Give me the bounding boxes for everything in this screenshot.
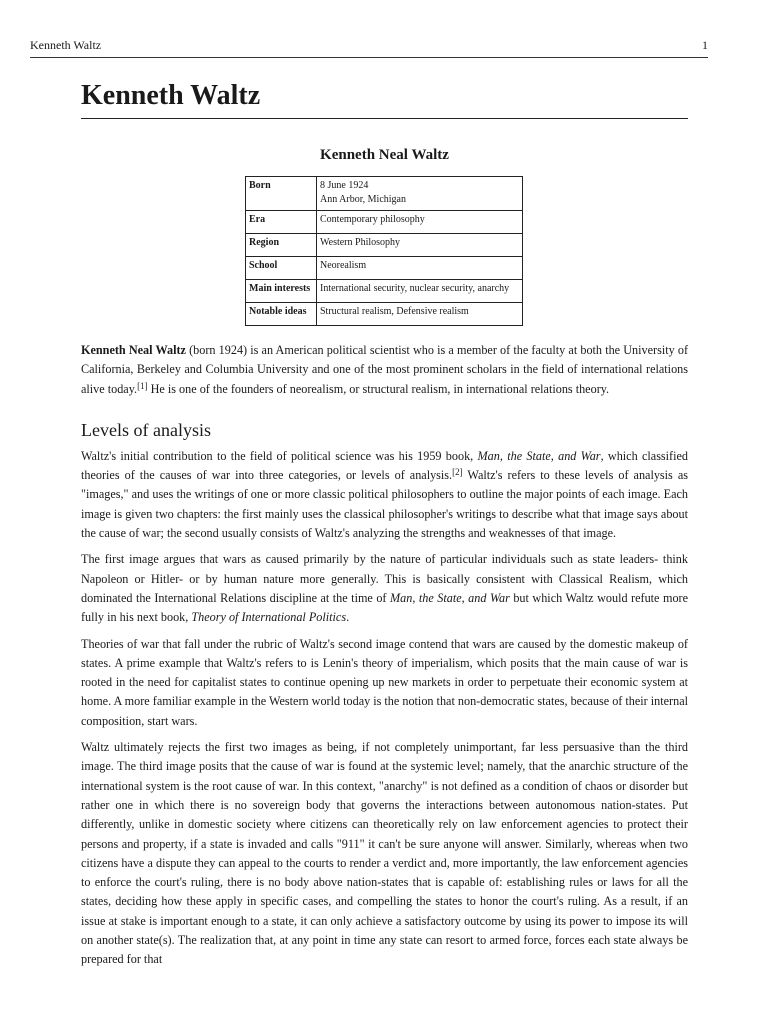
infobox-born-place: Ann Arbor, Michigan <box>320 194 406 205</box>
infobox-value: Structural realism, Defensive realism <box>317 303 523 326</box>
section-heading: Levels of analysis <box>81 419 211 440</box>
infobox-table <box>245 176 523 326</box>
paragraph-text: , which classified theories of the causes of war into three categories, or levels of analysis. <box>81 448 689 483</box>
paragraph-text: but which Waltz would refute more fully in his next book, <box>81 590 689 625</box>
infobox-value: Contemporary philosophy <box>317 211 523 234</box>
paragraph: Waltz ultimately rejects the first two images as being, if not completely unimportant, far less persuasive than the third image. The third image posits that the cause of war is found at the systemic level; namely, that the anarchic structure of the international system is the root cause of war. In this context, "anarchy" is not defined as a condition of chaos or disorder but rather one in which there is no sovereign body that governs the interactions between autonomous nation-states. Put differently, unlike in domestic society where citizens can theoretically rely on law enforcement agencies to protect their persons and property, if a state is invaded and calls "911" it can't be sure anyone will answer. Similarly, whereas when two citizens have a dispute they can appeal to the courts to render a verdict and, more importantly, the law enforcement agencies to enforce the court's ruling, there is no body above nation-states that is capable of: establishing rules or laws for all the states, deciding how these apply in specific cases, and compelling the states to honor the court's ruling. As a result, if an issue at stake is important enough to a state, it can only achieve a satisfactory outcome by using its power to impose its will on another state(s). The realization that, at any point in time any state can resort to armed force, forces each state always be prepared for that <box>81 740 688 967</box>
running-header <box>30 38 708 58</box>
infobox-row <box>246 211 523 234</box>
paragraph <box>81 550 688 627</box>
infobox-label: Region <box>246 234 317 257</box>
infobox-value: International security, nuclear security, anarchy <box>317 280 523 303</box>
subject-name: Kenneth Neal Waltz <box>81 343 186 357</box>
infobox-row <box>246 177 523 211</box>
article-body <box>81 80 688 977</box>
paragraph: Theories of war that fall under the rubric of Waltz's second image contend that wars are caused by the domestic makeup of states. A prime example that Waltz's refers to is Lenin's theory of imperialism, which posits that the main cause of war is rooted in the need for capitalist states to continue opening up new markets in order to perpetuate their economic system at home. A more familiar example in the Western world today is the notion that non-democratic states, because of their internal composition, start wars. <box>81 636 688 728</box>
reference-link[interactable]: [2] <box>452 467 463 478</box>
infobox-label: School <box>246 257 317 280</box>
infobox-heading: Kenneth Neal Waltz <box>320 147 449 163</box>
infobox-born-date: 8 June 1924 <box>320 180 369 191</box>
infobox-label: Era <box>246 211 317 234</box>
reference-link[interactable]: [1] <box>137 380 148 391</box>
infobox-value: Western Philosophy <box>317 234 523 257</box>
infobox-value: Neorealism <box>317 257 523 280</box>
infobox-value <box>317 177 523 211</box>
book-title: Man, the State, and War <box>390 590 510 605</box>
book-title: Man, the State, and War <box>477 448 601 463</box>
paragraph-text: The first image argues that wars as caused primarily by the nature of particular individuals such as state leaders- think Napoleon or Hitler- or by human nature more generally. This is basically consistent with Classical Realism, which dominated the International Relations discipline at the time of <box>81 552 688 605</box>
paragraph-text: . <box>346 610 350 625</box>
infobox-row <box>246 234 523 257</box>
infobox-row <box>246 303 523 326</box>
intro-text: He is one of the founders of neorealism, or structural realism, in international relations theory. <box>147 381 610 396</box>
page-number: 1 <box>702 38 708 52</box>
infobox-row <box>246 280 523 303</box>
running-title: Kenneth Waltz <box>30 38 102 52</box>
book-title: Theory of International Politics <box>191 610 347 625</box>
intro-paragraph <box>81 341 688 399</box>
page-title: Kenneth Waltz <box>81 80 688 119</box>
paragraph-text: Waltz's refers to these levels of analysis as "images," and uses the writings of one or more classic political philosophers to outline the major points of each image. Each image is given two chapters: the first mainly uses the classical philosopher's writings to describe what that image says about the cause of war; the second usually consists of Waltz's analyzing the strengths and weaknesses of that image. <box>81 468 688 541</box>
infobox-label: Main interests <box>246 280 317 303</box>
infobox-label: Notable ideas <box>246 303 317 326</box>
infobox-row <box>246 257 523 280</box>
paragraph <box>81 447 688 543</box>
paragraph-text: Waltz's initial contribution to the field of political science was his 1959 book, <box>81 448 478 463</box>
intro-text: (born 1924) is an American political scientist who is a member of the faculty at both the University of California, Berkeley and Columbia University and one of the most prominent scholars in the field of international relations alive today. <box>81 343 689 396</box>
infobox-label: Born <box>246 177 317 211</box>
